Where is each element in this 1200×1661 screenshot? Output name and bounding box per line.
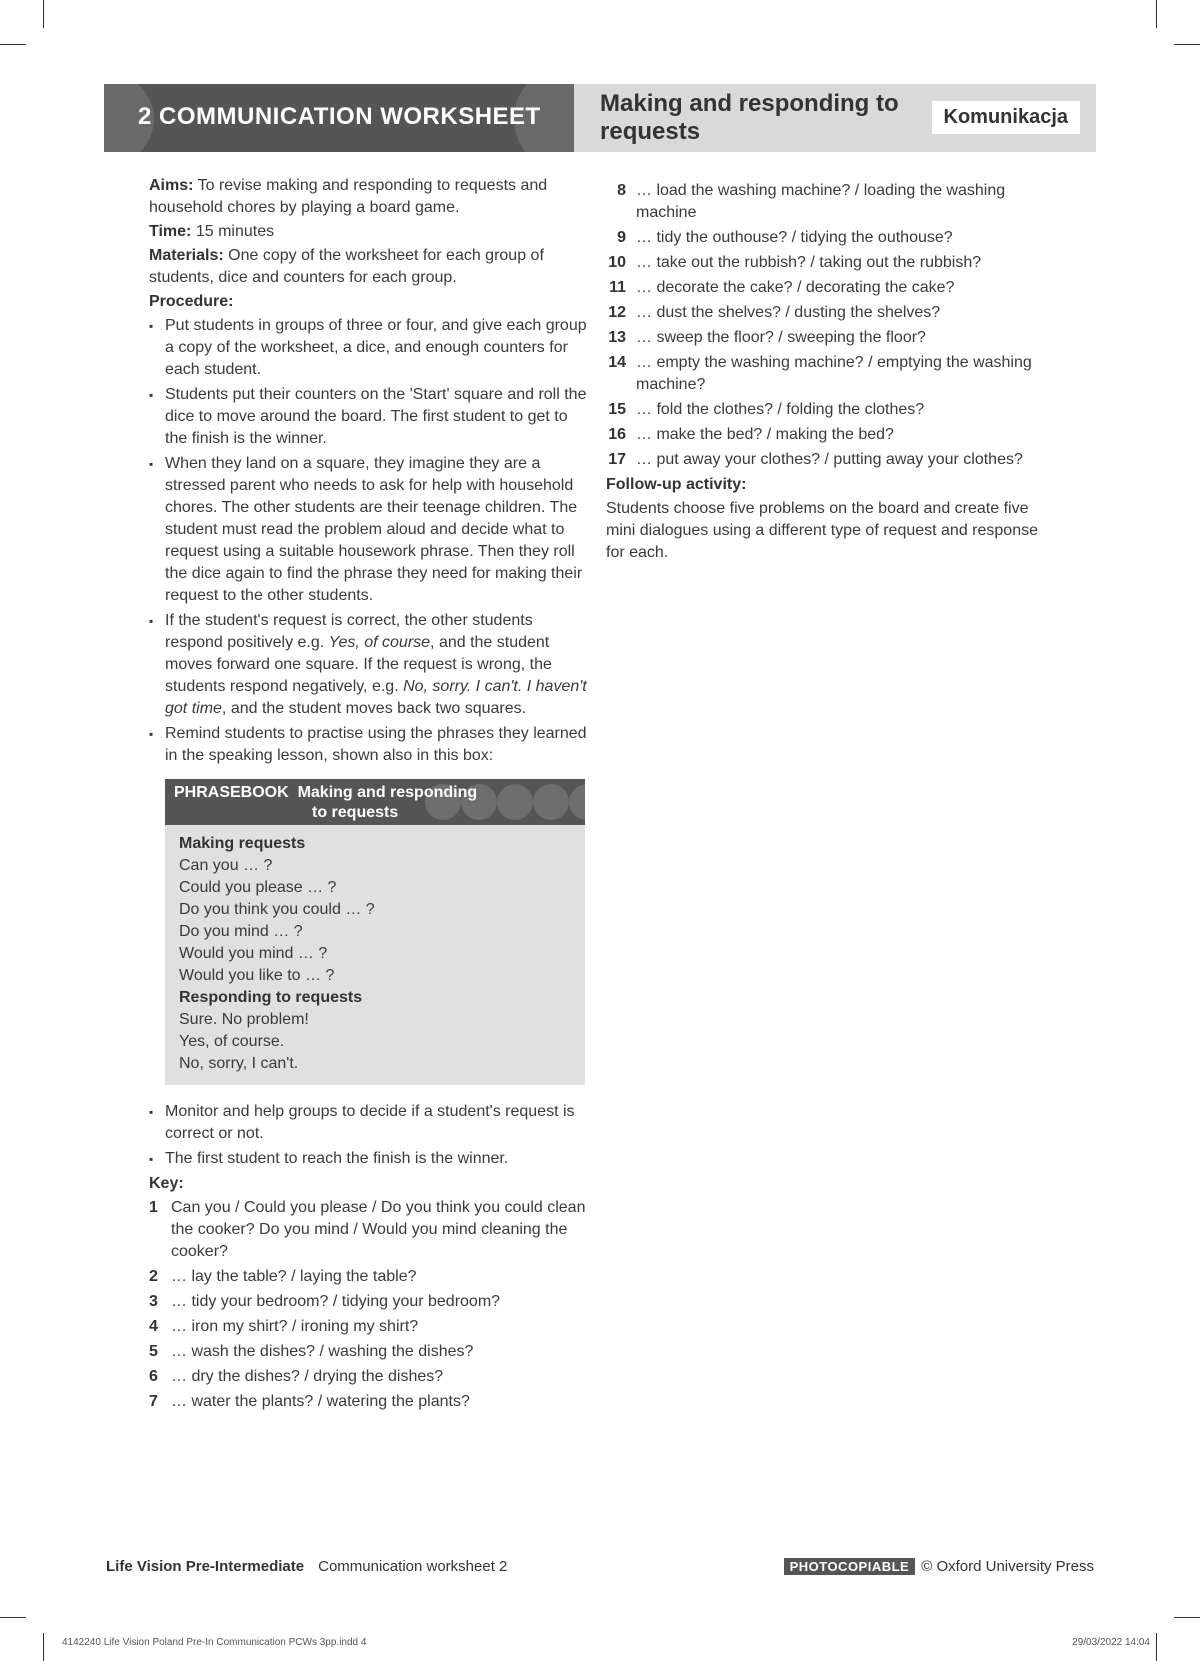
crop-mark bbox=[1174, 1617, 1200, 1618]
followup-heading: Follow-up activity: bbox=[606, 476, 747, 493]
answer-key-item: 1 Can you / Could you please / Do you think you could clean the cooker? Do you mind / Would you mind cleaning the cooker? bbox=[149, 1199, 586, 1260]
answer-key-item: 3 … tidy your bedroom? / tidying your bedroom? bbox=[149, 1293, 501, 1310]
list-item: ▪ Remind students to practise using the phrases they learned in the speaking lesson, shown also in this box: bbox=[149, 723, 587, 767]
answer-key-item: 12 … dust the shelves? / dusting the shelves? bbox=[608, 304, 941, 321]
photocopiable-badge: PHOTOCOPIABLE bbox=[784, 1558, 916, 1575]
phrasebook-title-line2: to requests bbox=[312, 804, 399, 821]
phrasebook-section-heading: Making requests bbox=[179, 835, 306, 852]
topic-header-band bbox=[574, 84, 1096, 152]
phrasebook-body bbox=[165, 825, 585, 1085]
answer-key-item: 2 … lay the table? / laying the table? bbox=[149, 1268, 417, 1285]
phrase: Do you mind … ? bbox=[179, 923, 303, 940]
answer-key-item: 15 … fold the clothes? / folding the clothes? bbox=[608, 401, 925, 418]
footer-right bbox=[784, 1558, 1094, 1575]
phrase: Can you … ? bbox=[179, 857, 273, 874]
decorative-circle bbox=[533, 784, 569, 820]
procedure-heading: Procedure: bbox=[149, 293, 234, 310]
key-heading: Key: bbox=[149, 1175, 184, 1192]
crop-mark bbox=[43, 0, 44, 28]
crop-mark bbox=[1156, 0, 1157, 28]
answer-key-list bbox=[149, 1197, 587, 1413]
answer-key-item: 10 … take out the rubbish? / taking out the rubbish? bbox=[608, 254, 982, 271]
phrase: Would you like to … ? bbox=[179, 967, 335, 984]
materials: Materials: One copy of the worksheet for each group of students, dice and counters for each group. bbox=[149, 247, 544, 286]
crop-mark bbox=[43, 1633, 44, 1661]
answer-key-item: 11 … decorate the cake? / decorating the cake? bbox=[609, 279, 955, 296]
list-item: ▪ Put students in groups of three or four, and give each group a copy of the worksheet, a dice, and enough counters for each student. bbox=[149, 315, 587, 381]
answer-key-item: 4 … iron my shirt? / ironing my shirt? bbox=[149, 1318, 419, 1335]
list-item: ▪ When they land on a square, they imagine they are a stressed parent who needs to ask for help with household chores. The other students are their teenage children. The student must read the problem aloud and decide what to request using a suitable housework phrase. Then they roll the dice again to find the phrase they need for making their request to the other students. bbox=[149, 453, 587, 607]
crop-mark bbox=[1174, 44, 1200, 45]
answer-key-list-continued bbox=[606, 180, 1056, 471]
answer-key-item: 5 … wash the dishes? / washing the dishes? bbox=[149, 1343, 474, 1360]
procedure-list bbox=[149, 315, 587, 767]
crop-mark bbox=[0, 1617, 26, 1618]
phrasebook-label: PHRASEBOOK bbox=[174, 784, 289, 801]
phrase: Sure. No problem! bbox=[179, 1011, 309, 1028]
answer-key-item: 16 … make the bed? / making the bed? bbox=[608, 426, 894, 443]
phrasebook-header bbox=[165, 779, 585, 825]
phrasebook-title-line1: Making and responding bbox=[297, 784, 478, 801]
phrase: Would you mind … ? bbox=[179, 945, 328, 962]
list-item: ▪ The first student to reach the finish is the winner. bbox=[149, 1148, 587, 1170]
phrasebook-section-heading: Responding to requests bbox=[179, 989, 363, 1006]
worksheet-header-band bbox=[104, 84, 574, 152]
language-tag: Komunikacja bbox=[932, 101, 1080, 134]
followup-text: Students choose five problems on the board and create five mini dialogues using a different type of request and response for each. bbox=[606, 500, 1038, 561]
answer-key-item: 6 … dry the dishes? / drying the dishes? bbox=[149, 1368, 444, 1385]
list-item: ▪ Students put their counters on the 'Start' square and roll the dice to move around the board. The first student to get to the finish is the winner. bbox=[149, 384, 587, 450]
answer-key-item: 17 … put away your clothes? / putting away your clothes? bbox=[608, 451, 1023, 468]
print-slug-right: 29/03/2022 14:04 bbox=[1072, 1637, 1150, 1648]
phrase: Could you please … ? bbox=[179, 879, 337, 896]
copyright: © Oxford University Press bbox=[921, 1558, 1094, 1575]
crop-mark bbox=[0, 44, 26, 45]
answer-key-item: 7 … water the plants? / watering the plants? bbox=[149, 1393, 470, 1410]
decorative-circle bbox=[569, 784, 585, 820]
answer-key-item: 8 … load the washing machine? / loading the washing machine bbox=[617, 182, 1006, 221]
time: Time: 15 minutes bbox=[149, 223, 275, 240]
phrase: Do you think you could … ? bbox=[179, 901, 375, 918]
crop-mark bbox=[1156, 1633, 1157, 1661]
right-column bbox=[606, 180, 1056, 566]
list-item: ▪ If the student's request is correct, the other students respond positively e.g. Yes, of course, and the student moves forward one square. If the request is wrong, the students respond negatively, e.g. No, sorry. I can't. I haven't got time, and the student moves back two squares. bbox=[149, 610, 587, 720]
print-slug-left: 4142240 Life Vision Poland Pre-In Communication PCWs 3pp.indd 4 bbox=[62, 1637, 367, 1648]
aims: Aims: To revise making and responding to requests and household chores by playing a board game. bbox=[149, 177, 548, 216]
footer-left bbox=[106, 1558, 507, 1575]
book-title: Life Vision Pre-Intermediate bbox=[106, 1558, 305, 1575]
phrasebook-box bbox=[165, 779, 585, 1085]
left-column bbox=[149, 175, 587, 1416]
answer-key-item: 13 … sweep the floor? / sweeping the floor? bbox=[608, 329, 926, 346]
list-item: ▪ Monitor and help groups to decide if a student's request is correct or not. bbox=[149, 1101, 587, 1145]
decorative-circle bbox=[497, 784, 533, 820]
phrase: Yes, of course. bbox=[179, 1033, 285, 1050]
worksheet-subject: Making and responding to requests bbox=[600, 90, 899, 145]
worksheet-title: 2 COMMUNICATION WORKSHEET bbox=[138, 103, 541, 130]
answer-key-item: 9 … tidy the outhouse? / tidying the outhouse? bbox=[617, 229, 953, 246]
phrasebook-title bbox=[174, 783, 477, 823]
answer-key-item: 14 … empty the washing machine? / emptying the washing machine? bbox=[608, 354, 1032, 393]
procedure-list-continued bbox=[149, 1101, 587, 1170]
footer-section: Communication worksheet 2 bbox=[318, 1558, 508, 1575]
phrase: No, sorry, I can't. bbox=[179, 1055, 299, 1072]
